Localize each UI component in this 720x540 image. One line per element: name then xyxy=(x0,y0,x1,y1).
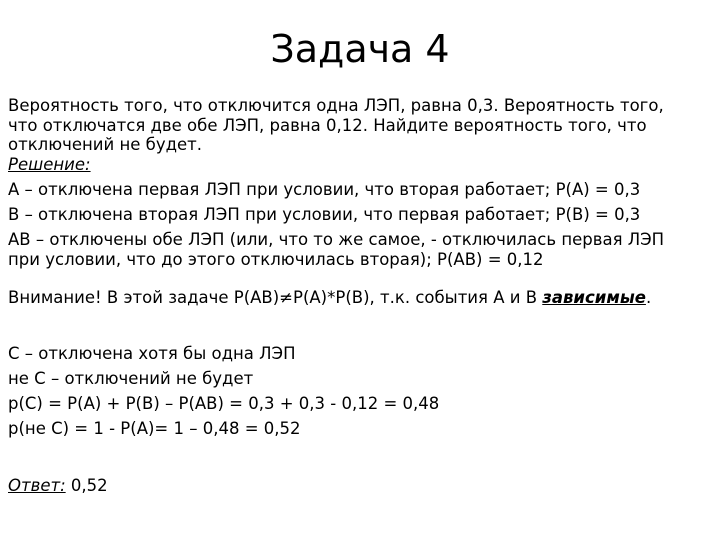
answer-label: Ответ: xyxy=(8,475,66,495)
note-prefix: Внимание! В этой задаче Р(АВ)≠Р(А)*Р(В), т.к. события А и В xyxy=(8,288,543,308)
event-ab-line-2: при условии, что до этого отключилась вторая); Р(АВ) = 0,12 xyxy=(8,249,544,269)
problem-line-1: Вероятность того, что отключится одна ЛЭП, равна 0,3. Вероятность того, xyxy=(8,96,664,115)
note-suffix: . xyxy=(645,288,652,308)
event-a-line: А – отключена первая ЛЭП при условии, что вторая работает; Р(А) = 0,3 xyxy=(8,179,641,199)
calc-line-2: не С – отключений не будет xyxy=(8,368,254,388)
answer-line xyxy=(8,476,708,496)
calc-line-3: р(С) = Р(А) + Р(В) – Р(АВ) = 0,3 + 0,3 - 0,12 = 0,48 xyxy=(8,394,440,414)
answer-value: 0,52 xyxy=(65,475,108,495)
note-emphasis: зависимые xyxy=(542,288,646,308)
problem-line-2: что отключатся две обе ЛЭП, равна 0,12. Найдите вероятность того, что xyxy=(8,115,647,135)
calc-line-4: р(не С) = 1 - Р(А)= 1 – 0,48 = 0,52 xyxy=(8,419,301,439)
event-b-line: В – отключена вторая ЛЭП при условии, что первая работает; Р(В) = 0,3 xyxy=(8,204,641,224)
slide-title: Задача 4 xyxy=(270,27,450,71)
solution-heading: Решение: xyxy=(8,154,91,174)
solution-heading-line xyxy=(8,155,708,175)
problem-line-3: отключений не будет. xyxy=(8,135,203,155)
calc-line-1: С – отключена хотя бы одна ЛЭП xyxy=(8,343,296,363)
slide-body xyxy=(8,96,708,495)
note-line xyxy=(8,288,708,308)
event-ab-line-1: АВ – отключены обе ЛЭП (или, что то же самое, - отключилась первая ЛЭП xyxy=(8,230,665,250)
